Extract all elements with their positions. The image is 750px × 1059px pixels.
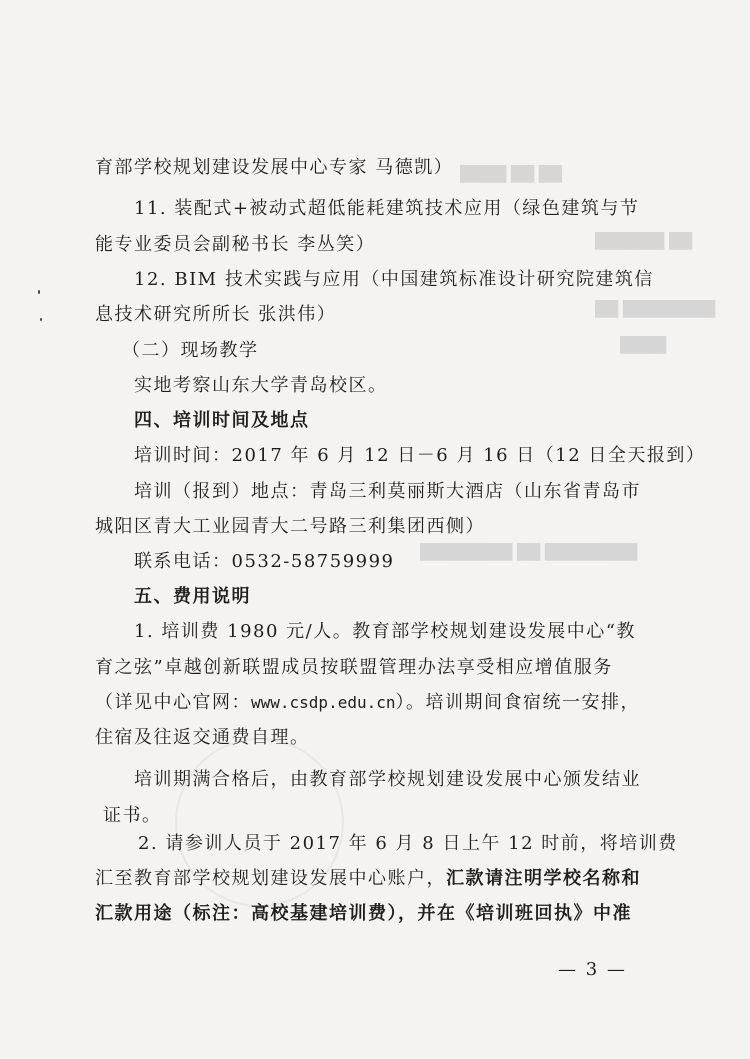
text-line: 能专业委员会副秘书长 李丛笑） — [95, 234, 376, 255]
bold-text: 汇款请注明学校名称和 — [446, 868, 641, 889]
text-line: 城阳区青大工业园青大二号路三利集团西侧） — [95, 516, 485, 537]
text-line: 育之弦”卓越创新联盟成员按联盟管理办法享受相应增值服务 — [95, 657, 613, 678]
section-heading: 五、费用说明 — [134, 586, 251, 607]
bleedthrough-text: ████████ ██ ████████ — [420, 543, 638, 561]
text-fragment: 汇至教育部学校规划建设发展中心账户， — [95, 868, 446, 889]
text-line: 住宿及往返交通费自理。 — [95, 727, 310, 748]
text-line: 息技术研究所所长 张洪伟） — [95, 304, 337, 325]
text-line — [0, 867, 750, 891]
bleedthrough-text: ██ ████████ — [595, 300, 716, 318]
text-line: 证书。 — [103, 805, 162, 826]
section-heading: （二）现场教学 — [122, 340, 259, 361]
text-line: 实地考察山东大学青岛校区。 — [134, 375, 388, 396]
page-number: — 3 — — [558, 959, 627, 980]
text-line: 培训期满合格后，由教育部学校规划建设发展中心颁发结业 — [134, 769, 641, 790]
section-heading: 四、培训时间及地点 — [134, 410, 310, 431]
text-line: 2. 请参训人员于 2017 年 6 月 8 日上午 12 时前，将培训费 — [138, 833, 678, 854]
text-line: 1. 培训费 1980 元/人。教育部学校规划建设发展中心“教 — [134, 621, 636, 642]
bleedthrough-text: ██████ ██ — [595, 232, 693, 250]
text-fragment: （详见中心官网： — [95, 692, 251, 713]
website-url: www.csdp.edu.cn — [251, 693, 396, 712]
text-line: 11. 装配式+被动式超低能耗建筑技术应用（绿色建筑与节 — [134, 198, 640, 219]
text-line — [0, 691, 750, 715]
text-line: 培训（报到）地点：青岛三利莫丽斯大酒店（山东省青岛市 — [134, 481, 641, 502]
bleedthrough-text: ████ ██ ██ — [460, 165, 562, 183]
bleedthrough-text: ████ — [620, 336, 667, 354]
text-fragment: ）。培训期间食宿统一安排， — [395, 692, 640, 713]
text-line: 育部学校规划建设发展中心专家 马德凯） — [95, 157, 454, 178]
text-line: 汇款用途（标注：高校基建培训费），并在《培训班回执》中准 — [95, 903, 632, 924]
text-line: 12. BIM 技术实践与应用（中国建筑标准设计研究院建筑信 — [134, 269, 654, 290]
contact-phone: 联系电话：0532-58759999 — [134, 551, 395, 572]
text-line: 培训时间：2017 年 6 月 12 日－6 月 16 日（12 日全天报到） — [134, 445, 706, 466]
